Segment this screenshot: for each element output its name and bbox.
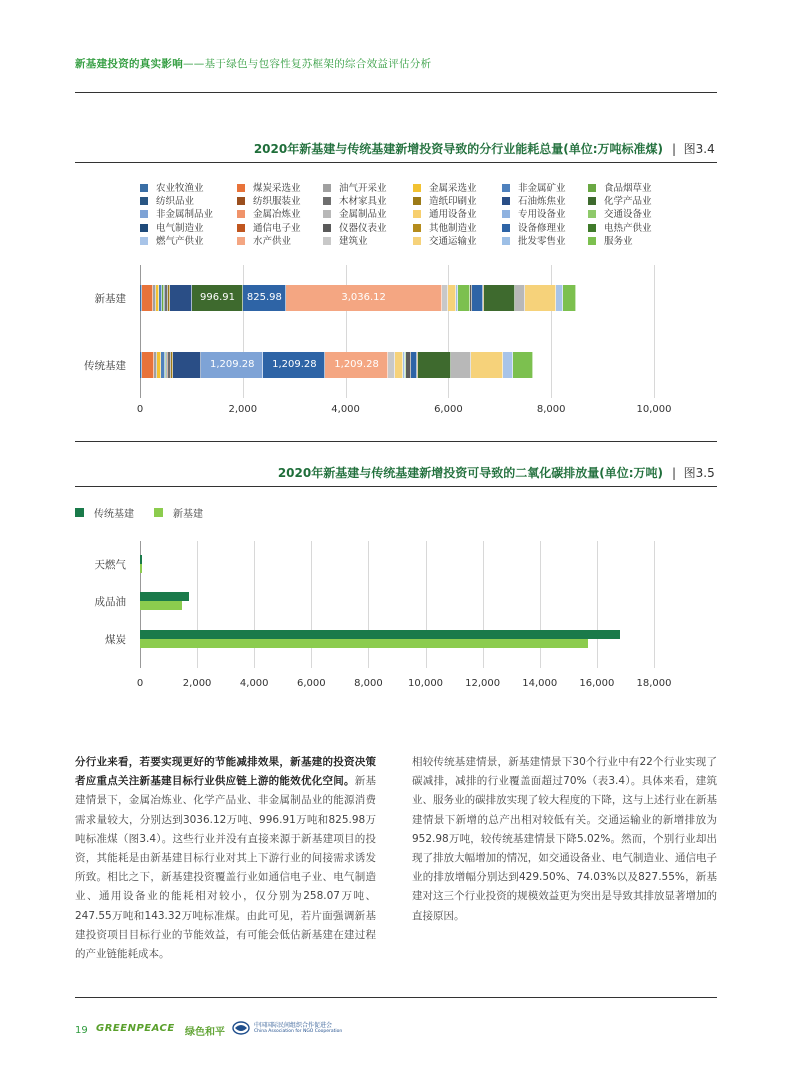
fig1-label-text: 图3.4 <box>683 142 715 156</box>
legend-swatch <box>237 237 245 245</box>
cango-en-name: China Association for NGO Cooperation <box>254 1029 343 1034</box>
bar-segment <box>563 285 575 311</box>
legend-item <box>323 195 387 208</box>
header-rule <box>75 92 717 93</box>
legend-item <box>140 222 204 235</box>
legend-swatch <box>588 210 596 218</box>
legend-item <box>588 235 633 248</box>
right-column-body: 相较传统基建情景，新基建情景下30个行业中有22个行业实现了碳减排，减排的行业覆盖面超过70%（表3.4）。具体来看，建筑业、服务业的碳排放实现了较大程度的下降，这与上述行业在新基建情景下新增的总产出相对较低有关。交通运输业的新增排放为952.98万吨，较传统基建情景下降5.02%。然而，个别行业却出现了排放大幅增加的情况，如交通设备业、电气制造业、通信电子业的排放增幅分别达到429.50%、74.03%以及827.55%，新基建对这三个行业投资的规模效益更为突出是导致其排放显著增加的直接原因。 <box>412 756 717 922</box>
legend-item <box>237 235 291 248</box>
bar-segment <box>484 285 515 311</box>
gridline <box>254 541 255 668</box>
legend-label: 农业牧渔业 <box>156 183 204 194</box>
bar-segment <box>503 352 512 378</box>
x-tick-label: 4,000 <box>331 404 360 415</box>
legend-swatch <box>588 184 596 192</box>
legend-swatch <box>140 197 148 205</box>
legend-item <box>140 235 204 248</box>
bar-data-label: 825.98 <box>246 292 282 303</box>
legend-swatch <box>323 224 331 232</box>
gridline <box>654 541 655 668</box>
legend-label: 纺织服装业 <box>253 196 301 207</box>
x-tick-label: 6,000 <box>434 404 463 415</box>
category-label: 新基建 <box>94 293 126 305</box>
gridline <box>483 541 484 668</box>
legend-label: 木材家具业 <box>339 196 387 207</box>
legend-swatch <box>140 184 148 192</box>
bar-segment <box>142 285 153 311</box>
legend-swatch <box>237 224 245 232</box>
legend-swatch <box>237 197 245 205</box>
fig1-title: 2020年新基建与传统基建新增投资导致的分行业能耗总量(单位:万吨标准煤) <box>253 142 663 156</box>
legend-swatch <box>323 210 331 218</box>
legend-label: 化学产品业 <box>604 196 652 207</box>
legend-label: 通信电子业 <box>253 223 301 234</box>
left-column-text <box>75 753 376 964</box>
legend-label: 非金属制品业 <box>156 209 214 220</box>
gridline <box>368 541 369 668</box>
category-label: 煤炭 <box>105 634 126 646</box>
legend-item <box>413 182 477 195</box>
bar <box>140 630 620 639</box>
legend-swatch <box>323 237 331 245</box>
legend-item <box>502 208 566 221</box>
legend-swatch <box>502 224 510 232</box>
legend-label: 造纸印刷业 <box>429 196 477 207</box>
gridline <box>540 541 541 668</box>
category-label: 传统基建 <box>84 360 126 372</box>
bar <box>140 564 142 573</box>
fig2-title: 2020年新基建与传统基建新增投资可导致的二氧化碳排放量(单位:万吨) <box>277 466 663 480</box>
legend-item <box>502 182 566 195</box>
legend-item <box>588 208 652 221</box>
legend-label: 电气制造业 <box>156 223 204 234</box>
legend-item <box>413 235 477 248</box>
bar-segment <box>515 285 525 311</box>
legend-label: 服务业 <box>604 236 633 247</box>
fig2-label: | 图3.5 <box>672 466 715 480</box>
legend-swatch <box>502 197 510 205</box>
bar-segment <box>395 352 403 378</box>
bar-data-label: 996.91 <box>200 292 236 303</box>
gridline <box>197 541 198 668</box>
greenpeace-logo: GREENPEACE <box>96 1023 175 1034</box>
bar-segment <box>142 352 154 378</box>
bar-segment <box>556 285 564 311</box>
legend-swatch <box>140 224 148 232</box>
legend-label: 纺织品业 <box>156 196 195 207</box>
legend-label: 建筑业 <box>339 236 368 247</box>
legend-label: 金属采选业 <box>429 183 477 194</box>
greenpeace-cn-logo: 绿色和平 <box>185 1027 225 1038</box>
bar-data-label: 1,209.28 <box>334 359 379 370</box>
bar <box>140 601 182 610</box>
left-column-body: 新基建情景下，金属冶炼业、化学产品业、非金属制品业的能源消费需求量较大，分别达到3036.12万吨、996.91万吨和825.98万吨标准煤（图3.4）。这些行业并没有直接来源于新基建项目的投资，其能耗是由新基建目标行业对其上下游行业的间接需求诱发所致。相比之下，新基建投资覆盖行业如通信电子业、电气制造业、通用设备业的能耗相对较小，仅分别为258.07万吨、247.55万吨和143.32万吨标准煤。由此可见，若片面强调新基建投资项目目标行业的节能效益，有可能会低估新基建在建过程的产业链能耗成本。 <box>75 775 377 961</box>
legend-label: 食品烟草业 <box>604 183 652 194</box>
legend-label: 电热产供业 <box>604 223 652 234</box>
gridline <box>597 541 598 668</box>
legend-item <box>588 195 652 208</box>
legend-item <box>237 182 301 195</box>
cango-cn-name: 中国国际民间组织合作促进会 <box>254 1022 333 1029</box>
legend-swatch <box>140 210 148 218</box>
bar-data-label: 1,209.28 <box>272 359 317 370</box>
left-column-lead: 分行业来看，若要实现更好的节能减排效果，新基建的投资决策者应重点关注新基建目标行业供应链上游的能效优化空间。 <box>75 756 376 788</box>
gridline <box>311 541 312 668</box>
x-tick-label: 10,000 <box>408 678 444 689</box>
gridline <box>426 541 427 668</box>
legend-item <box>502 235 566 248</box>
bar-segment <box>388 352 395 378</box>
legend-swatch <box>502 184 510 192</box>
legend-item <box>237 195 301 208</box>
bar-data-label: 1,209.28 <box>209 359 255 370</box>
x-tick-label: 2,000 <box>228 404 258 415</box>
legend-item <box>413 208 477 221</box>
right-column-text <box>412 753 717 926</box>
legend-item <box>140 208 213 221</box>
legend-swatch <box>588 224 596 232</box>
legend-item <box>237 222 301 235</box>
legend-item <box>502 222 566 235</box>
legend-label: 其他制造业 <box>429 223 477 234</box>
legend-swatch <box>413 184 421 192</box>
bar-segment <box>472 285 483 311</box>
legend-swatch <box>237 210 245 218</box>
legend-label: 金属冶炼业 <box>253 209 301 220</box>
gridline <box>654 265 655 398</box>
bar-segment <box>418 352 450 378</box>
legend-item <box>323 222 387 235</box>
legend-label: 传统基建 <box>94 509 134 520</box>
legend-item <box>413 195 477 208</box>
x-tick-label: 16,000 <box>579 678 615 689</box>
legend-item <box>588 222 652 235</box>
legend-label: 专用设备业 <box>518 209 566 220</box>
fig2-top-rule <box>75 441 717 442</box>
legend-item <box>413 222 477 235</box>
bar <box>140 555 142 564</box>
legend-label: 批发零售业 <box>518 236 566 247</box>
legend-swatch <box>413 210 421 218</box>
bar-segment <box>170 285 192 311</box>
legend-label: 非金属矿业 <box>518 183 566 194</box>
legend-swatch <box>140 237 148 245</box>
running-header <box>75 56 431 71</box>
running-header-main: 新基建投资的真实影响 <box>75 58 183 70</box>
legend-swatch <box>323 197 331 205</box>
legend-item <box>502 195 566 208</box>
bar <box>140 639 588 648</box>
legend-label: 煤炭采选业 <box>253 183 301 194</box>
legend-swatch <box>413 224 421 232</box>
page-number: 19 <box>75 1025 88 1036</box>
legend-swatch <box>237 184 245 192</box>
legend-item <box>140 182 204 195</box>
x-tick-label: 2,000 <box>182 678 212 689</box>
legend-label: 新基建 <box>173 509 203 520</box>
bar-segment <box>471 352 503 378</box>
fig1-label: | 图3.4 <box>672 142 715 156</box>
bar-segment <box>173 352 201 378</box>
x-tick-label: 14,000 <box>522 678 558 689</box>
running-header-sub: ——基于绿色与包容性复苏框架的综合效益评估分析 <box>183 58 432 70</box>
category-label: 天燃气 <box>94 559 126 571</box>
legend-swatch <box>502 210 510 218</box>
bar-segment <box>513 352 534 378</box>
fig2-rule <box>75 486 717 487</box>
legend-swatch <box>413 197 421 205</box>
cango-logo-icon <box>232 1021 250 1035</box>
legend-label: 金属制品业 <box>339 209 387 220</box>
x-tick-label: 4,000 <box>239 678 269 689</box>
legend-label: 设备修理业 <box>518 223 566 234</box>
legend-item <box>237 208 301 221</box>
bar <box>140 592 189 601</box>
legend-swatch <box>413 237 421 245</box>
bar-segment <box>451 352 472 378</box>
bar-segment <box>448 285 456 311</box>
legend-item <box>323 182 387 195</box>
legend-swatch <box>75 508 84 517</box>
x-tick-label: 18,000 <box>636 678 672 689</box>
fig2-label-text: 图3.5 <box>683 466 715 480</box>
x-tick-label: 0 <box>136 678 144 689</box>
legend-label: 通用设备业 <box>429 209 477 220</box>
legend-swatch <box>588 237 596 245</box>
bar-segment <box>458 285 470 311</box>
legend-label: 石油炼焦业 <box>518 196 566 207</box>
legend-item <box>140 195 194 208</box>
bar-data-label: 3,036.12 <box>341 292 386 303</box>
legend-label: 水产供业 <box>253 236 292 247</box>
x-tick-label: 12,000 <box>465 678 501 689</box>
category-label: 成品油 <box>94 596 126 608</box>
x-tick-label: 6,000 <box>297 678 326 689</box>
footer-rule <box>75 997 717 998</box>
legend-swatch <box>154 508 163 517</box>
x-tick-label: 8,000 <box>354 678 383 689</box>
fig1-rule <box>75 162 717 163</box>
legend-label: 交通设备业 <box>604 209 652 220</box>
legend-label: 仪器仪表业 <box>339 223 387 234</box>
legend-item <box>323 208 387 221</box>
legend-label: 交通运输业 <box>429 236 477 247</box>
legend-swatch <box>588 197 596 205</box>
legend-item <box>588 182 652 195</box>
legend-swatch <box>323 184 331 192</box>
bar-segment <box>525 285 556 311</box>
legend-label: 燃气产供业 <box>156 236 204 247</box>
legend-item <box>323 235 368 248</box>
legend-label: 油气开采业 <box>339 183 387 194</box>
x-tick-label: 0 <box>136 404 144 415</box>
x-tick-label: 10,000 <box>636 404 672 415</box>
x-tick-label: 8,000 <box>536 404 566 415</box>
legend-swatch <box>502 237 510 245</box>
